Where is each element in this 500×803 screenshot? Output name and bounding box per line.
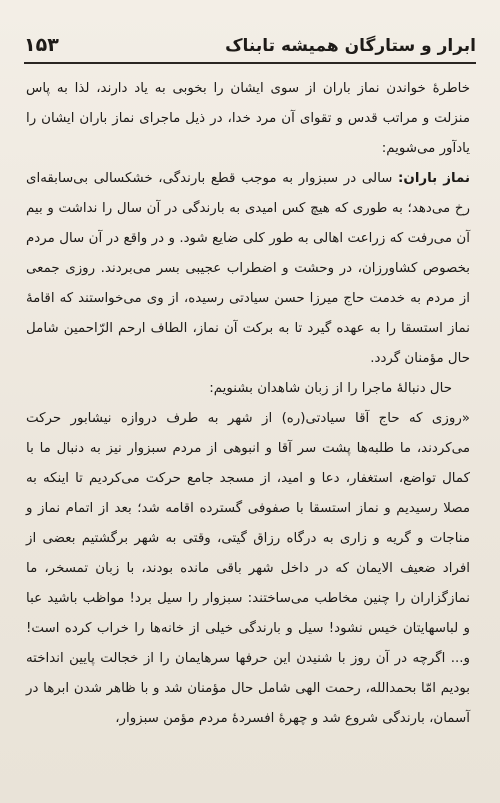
running-title: ابرار و ستارگان همیشه تابناک [225, 36, 476, 56]
paragraph-intro: خاطرهٔ خواندن نماز باران از سوی ایشان را بخوبی به یاد دارند، لذا به پاس منزلت و مراتب قدس و تقوای آن مرد خدا، در ذیل ماجرای نماز باران ایشان را یادآور می‌شویم: [26, 81, 470, 156]
paragraph-rain-prayer-text: سالی در سبزوار به موجب قطع بارندگی، خشکسالی بی‌سابقه‌ای رخ می‌دهد؛ به طوری که هیچ کس امیدی به بارندگی در آن سال را نداشت و بیم آن می‌رفت که زراعت اهالی به طور کلی ضایع شود. و در واقع در آن سال مردم بخصوص کشاورزان، در وحشت و اضطراب عجیبی بسر می‌بردند. روزی جمعی از مردم به خدمت حاج میرزا حسن سیادتی رسیده، از وی می‌خواستند که اقامهٔ نماز استسقا را به عهده گیرد تا به برکت آن نماز، الطاف ارحم الرّاحمین شامل حال مؤمنان گردد. [26, 171, 470, 366]
page-body [26, 74, 470, 795]
paragraph-witness-quote: «روزی که حاج آقا سیادتی(ره) از شهر به طرف دروازه نیشابور حرکت می‌کردند، ما طلبه‌ها پشت سر آقا و انبوهی از مردم سبزوار نیز به دنبال ما با کمال تواضع، استغفار، دعا و امید، از مسجد جامع حرکت می‌کردیم تا اینکه به مصلا رسیدیم و نماز استسقا با صفوفی گسترده اقامه شد؛ بعد از اتمام نماز و مناجات و گریه و زاری به درگاه رزاق گیتی، وقتی به شهر برگشتیم بعضی از افراد ضعیف الایمان که در داخل شهر باقی مانده بودند، با زبان تمسخر، ما نمازگزاران را چنین مخاطب می‌ساختند: سبزوار را سیل برد! مواظب باشید عبا و لباسهایتان خیس نشود! سیل و بارندگی خیلی از خانه‌ها را خراب کرده است! و... اگرچه در آن روز با شنیدن این حرفها سرهایمان را از خجالت پایین انداخته بودیم امّا بحمدالله، رحمت الهی شامل حال مؤمنان شد و با ظاهر شدن ابرها در آسمان، بارندگی شروع شد و چهرهٔ افسردهٔ مردم مؤمن سبزوار، [26, 411, 470, 726]
paragraph-rain-prayer [26, 164, 470, 374]
header-divider [24, 62, 476, 64]
page-header [24, 18, 476, 56]
section-heading-rain-prayer: نماز باران: [398, 171, 470, 186]
page-number: ۱۵۳ [24, 34, 59, 56]
paragraph-witness-intro: حال دنبالهٔ ماجرا را از زبان شاهدان بشنویم: [209, 381, 452, 396]
